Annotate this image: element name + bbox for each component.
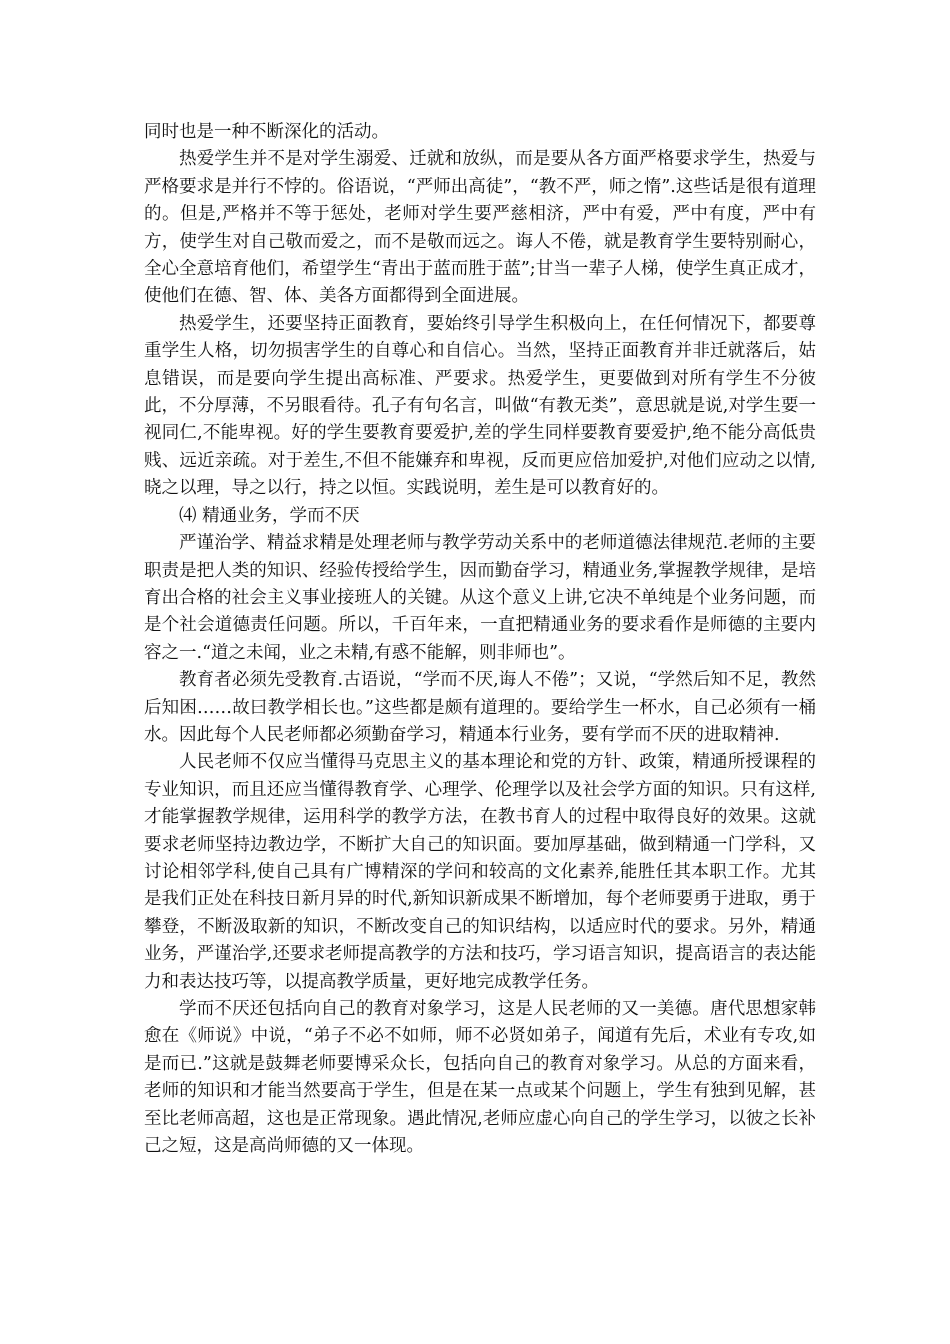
section-heading: ⑷ 精通业务，学而不厌 (179, 505, 360, 526)
paragraph-educators-first: 教育者必须先受教育.古语说，“学而不厌,诲人不倦”；又说，“学然后知不足，教然后知困……故曰教学相长也。”这些都是颇有道理的。要给学生一杯水，自己必须有一桶水。因此每个人民老师都必须勤奋学习，精通本行业务，要有学而不厌的进取精神. (144, 670, 816, 745)
paragraph-rigorous-scholarship: 严谨治学、精益求精是处理老师与教学劳动关系中的老师道德法律规范.老师的主要职责是把人类的知识、经验传授给学生，因而勤奋学习，精通业务,掌握教学规律，是培育出合格的社会主义事业接班人的关键。从这个意义上讲,它决不单纯是个业务问题，而是个社会道德责任问题。所以，千百年来，一直把精通业务的要求看作是师德的主要内容之一.“道之未闻，业之未精,有惑不能解，则非师也”。 (144, 533, 816, 663)
paragraph-continuation: 同时也是一种不断深化的活动。 (144, 122, 389, 142)
paragraph-positive-education: 热爱学生，还要坚持正面教育，要始终引导学生积极向上，在任何情况下，都要尊重学生人格，切勿损害学生的自尊心和自信心。当然，坚持正面教育并非迁就落后，姑息错误，而是要向学生提出高标准、严要求。热爱学生，更要做到对所有学生不分彼此，不分厚薄，不另眼看待。孔子有句名言，叫做“有教无类”，意思就是说,对学生要一视同仁,不能卑视。好的学生要教育要爱护,差的学生同样要教育要爱护,绝不能分高低贵贱、远近亲疏。对于差生,不但不能嫌弃和卑视，反而更应倍加爱护,对他们应动之以情,晓之以理，导之以行，持之以恒。实践说明，差生是可以教育好的。 (144, 313, 816, 499)
paragraph-strict-love: 热爱学生并不是对学生溺爱、迁就和放纵，而是要从各方面严格要求学生，热爱与严格要求是并行不悖的。俗语说，“严师出高徒”，“教不严，师之惰”.这些话是很有道理的。但是,严格并不等于惩处，老师对学生要严慈相济，严中有爱，严中有度，严中有方，使学生对自己敬而爱之，而不是敬而远之。诲人不倦，就是教育学生要特别耐心，全心全意培育他们，希望学生“青出于蓝而胜于蓝”;甘当一辈子人梯，使学生真正成才，使他们在德、智、体、美各方面都得到全面进展。 (144, 149, 816, 307)
paragraph-broad-knowledge: 人民老师不仅应当懂得马克思主义的基本理论和党的方针、政策，精通所授课程的专业知识，而且还应当懂得教育学、心理学、伦理学以及社会学方面的知识。只有这样,才能掌握教学规律，运用科学的教学方法，在教书育人的过程中取得良好的效果。这就要求老师坚持边教边学，不断扩大自己的知识面。要加厚基础，做到精通一门学科，又讨论相邻学科,使自己具有广博精深的学问和较高的文化素养,能胜任其本职工作。尤其是我们正处在科技日新月异的时代,新知识新成果不断增加，每个老师要勇于进取，勇于攀登，不断汲取新的知识，不断改变自己的知识结构，以适应时代的要求。另外，精通业务，严谨治学,还要求老师提高教学的方法和技巧，学习语言知识，提高语言的表达能力和表达技巧等，以提高教学质量，更好地完成教学任务。 (144, 752, 816, 992)
document-body (144, 119, 816, 1160)
paragraph-learn-from-students: 学而不厌还包括向自己的教育对象学习，这是人民老师的又一美德。唐代思想家韩愈在《师说》中说，“弟子不必不如师，师不必贤如弟子，闻道有先后，术业有专攻,如是而已.”这就是鼓舞老师要博采众长，包括向自己的教育对象学习。从总的方面来看，老师的知识和才能当然要高于学生，但是在某一点或某个问题上，学生有独到见解，甚至比老师高超，这也是正常现象。遇此情况,老师应虚心向自己的学生学习，以彼之长补己之短，这是高尚师德的又一体现。 (144, 999, 816, 1157)
